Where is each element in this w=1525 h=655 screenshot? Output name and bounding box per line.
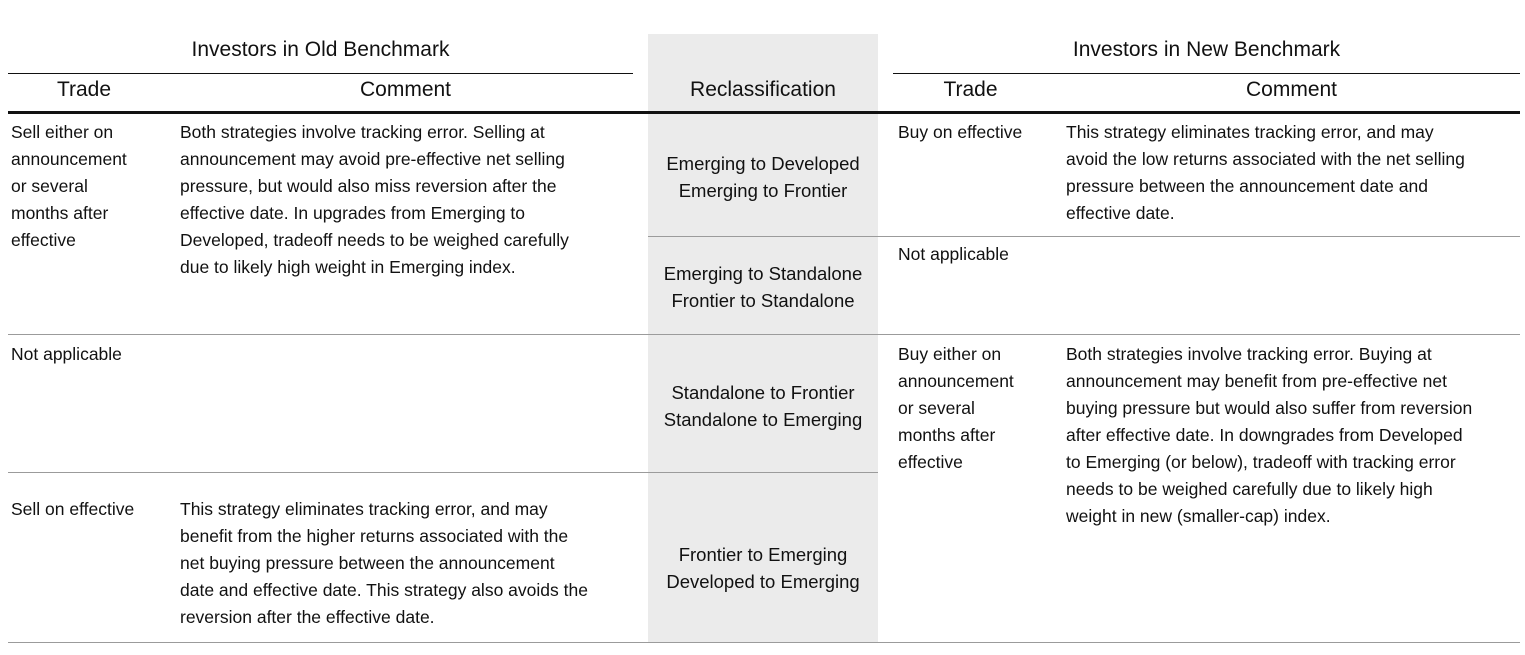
- old-benchmark-underline: [8, 73, 633, 74]
- new-benchmark-header: Investors in New Benchmark: [1072, 38, 1341, 61]
- new-comment-header: Comment: [1245, 78, 1338, 101]
- row2-new-trade: Buy either on announcement or several months after effective: [898, 344, 1014, 472]
- row1-new-trade-a: Buy on effective: [898, 122, 1023, 142]
- reclassification-header: Reclassification: [690, 78, 836, 101]
- bottom-rule: [8, 642, 1520, 643]
- header-rule: [8, 111, 1520, 114]
- row1-new-comment-a: This strategy eliminates tracking error, and may avoid the low returns associated with the net selling pressure between the announcement date and effective date.: [1066, 122, 1465, 223]
- row3-reclassification: Frontier to Emerging Developed to Emerging: [666, 544, 860, 592]
- new-benchmark-underline: [893, 73, 1520, 74]
- row2-old-trade: Not applicable: [11, 344, 122, 364]
- row1-new-trade-b: Not applicable: [898, 244, 1009, 264]
- old-comment-header: Comment: [359, 78, 452, 101]
- row1-subdivider: [648, 236, 1520, 237]
- old-benchmark-header: Investors in Old Benchmark: [191, 38, 450, 61]
- row1-divider: [8, 334, 1520, 335]
- row2-new-comment: Both strategies involve tracking error. Buying at announcement may benefit from pre-effective net buying pressure but would also suffer from reversion after effective date. In downgrades from Developed to Emerging (or below), tradeoff with tracking error needs to be weighed carefully due to likely high weight in new (smaller-cap) index.: [1066, 344, 1473, 526]
- old-trade-header: Trade: [56, 78, 112, 101]
- new-trade-header: Trade: [943, 78, 998, 101]
- row1-old-comment: Both strategies involve tracking error. Selling at announcement may avoid pre-effective net selling pressure, but would also miss reversion after the effective date. In upgrades from Emerging to Developed, tradeoff needs to be weighed carefully due to likely high weight in Emerging index.: [180, 122, 569, 277]
- row2-reclassification: Standalone to Frontier Standalone to Emerging: [663, 382, 863, 430]
- row1-reclassification-a: Emerging to Developed Emerging to Frontier: [666, 153, 860, 201]
- row1-reclassification-b: Emerging to Standalone Frontier to Standalone: [663, 263, 863, 311]
- row3-old-trade: Sell on effective: [11, 499, 135, 519]
- row1-old-trade: Sell either on announcement or several months after effective: [11, 122, 127, 250]
- row3-old-comment: This strategy eliminates tracking error, and may benefit from the higher returns associated with the net buying pressure between the announcement date and effective date. This strategy also avoids the reversion after the effective date.: [180, 499, 588, 627]
- row2-divider: [8, 472, 878, 473]
